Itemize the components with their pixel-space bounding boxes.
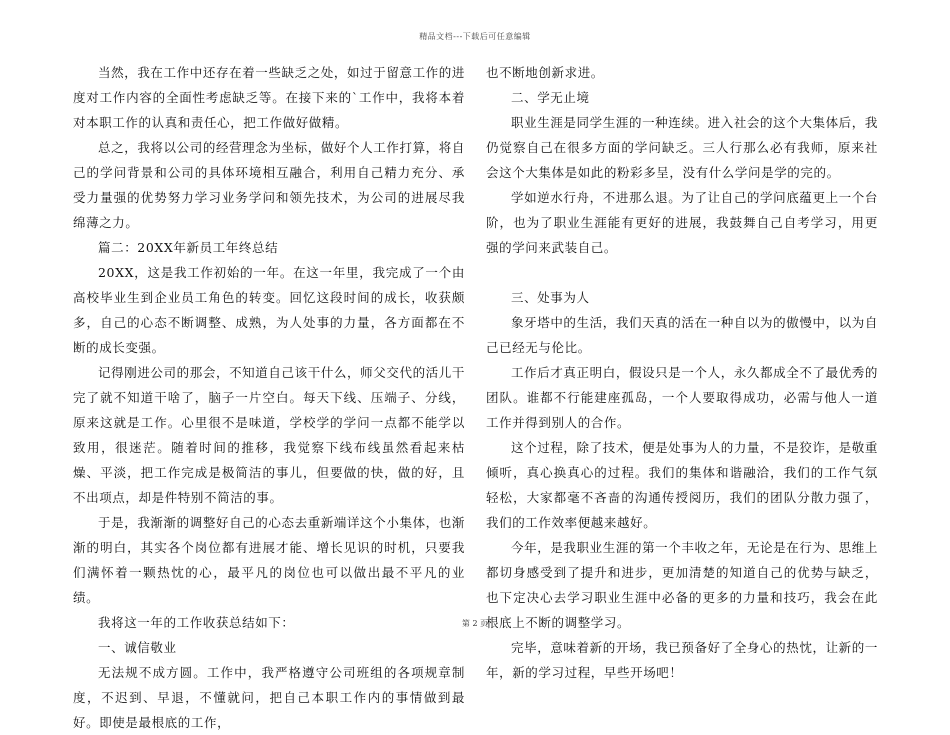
- paragraph-continuation: 也不断地创新求进。: [486, 65, 604, 80]
- section-title: 篇二：20XX年新员工年终总结: [98, 240, 279, 255]
- paragraph: 学如逆水行舟，不进那么退。为了让自己的学问底蕴更上一个台阶，也为了职业生涯能有更好的进展，我鼓舞自己自考学习，用更强的学问来武装自己。: [486, 190, 878, 255]
- paragraph: 工作后才真正明白，假设只是一个人，永久都成全不了最优秀的团队。谁都不行能建座孤岛，一个人要取得成功，必需与他人一道工作并得到别人的合作。: [486, 365, 878, 430]
- paragraph: 职业生涯是同学生涯的一种连续。进入社会的这个大集体后，我仍觉察自己在很多方面的学问缺乏。三人行那么必有我师，原来社会这个大集体是如此的粉彩多呈，没有什么学问是学的完的。: [486, 115, 878, 180]
- subheading: 二、学无止境: [511, 90, 590, 105]
- paragraph: 今年，是我职业生涯的第一个丰收之年，无论是在行为、思维上都切身感受到了提升和进步，更加清楚的知道自己的优势与缺乏，也下定决心去学习职业生涯中必备的更多的力量和技巧，我会在此根底上不断的调整学习。: [486, 540, 878, 630]
- left-column: [73, 60, 465, 735]
- paragraph: 无法规不成方圆。工作中，我严格遵守公司班组的各项规章制度，不迟到、早退，不懂就问，把自己本职工作内的事情做到最好。即使是最根底的工作，: [73, 665, 465, 730]
- paragraph: 我将这一年的工作收获总结如下：: [98, 615, 295, 630]
- subheading: 三、处事为人: [511, 290, 590, 305]
- paragraph: 完毕，意味着新的开场，我已预备好了全身心的热忱，让新的一年，新的学习过程，早些开场吧！: [486, 640, 878, 680]
- paragraph: 当然，我在工作中还存在着一些缺乏之处，如过于留意工作的进度对工作内容的全面性考虑缺乏等。在接下来的`工作中，我将本着对本职工作的认真和责任心，把工作做好做精。: [73, 65, 465, 130]
- page-number: 第 2 页: [461, 619, 489, 628]
- blank-line: [486, 260, 878, 285]
- paragraph: 于是，我渐渐的调整好自己的心态去重新端详这个小集体，也渐渐的明白，其实各个岗位都有进展才能、增长见识的时机，只要我们满怀着一颗热忱的心，最平凡的岗位也可以做出最不平凡的业绩。: [73, 515, 465, 605]
- paragraph: 总之，我将以公司的经营理念为坐标，做好个人工作打算，将自己的学问背景和公司的具体环境相互融合，利用自己精力充分、承受力量强的优势努力学习业务学问和领先技术，为公司的进展尽我绵薄之力。: [73, 140, 465, 230]
- paragraph: 20XX，这是我工作初始的一年。在这一年里，我完成了一个由高校毕业生到企业员工角色的转变。回忆这段时间的成长，收获颇多，自己的心态不断调整、成熟，为人处事的力量，各方面都在不断的成长变强。: [73, 265, 465, 355]
- subheading: 一、诚信敬业: [98, 640, 177, 655]
- right-column: [486, 60, 878, 685]
- paragraph: 记得刚进公司的那会，不知道自己该干什么，师父交代的活儿干完了就不知道干啥了，脑子一片空白。每天下线、压端子、分线，原来这就是工作。心里很不是味道，学校学的学问一点都不能学以致用，很迷茫。随着时间的推移，我觉察下线布线虽然看起来枯燥、平淡，把工作完成是极简洁的事儿，但要做的快，做的好，且不出项点，却是件特别不简洁的事。: [73, 365, 465, 505]
- paragraph: 象牙塔中的生活，我们天真的活在一种自以为的傲慢中，以为自己已经无与伦比。: [486, 315, 878, 355]
- page-header: 精品文档---下载后可任意编辑: [419, 32, 531, 41]
- paragraph: 这个过程，除了技术，便是处事为人的力量，不是狡诈，是敬重倾听，真心换真心的过程。我们的集体和谐融洽，我们的工作气氛轻松，大家都毫不吝啬的沟通传授阅历，我们的团队分散力强了，我们的工作效率便越来越好。: [486, 440, 878, 530]
